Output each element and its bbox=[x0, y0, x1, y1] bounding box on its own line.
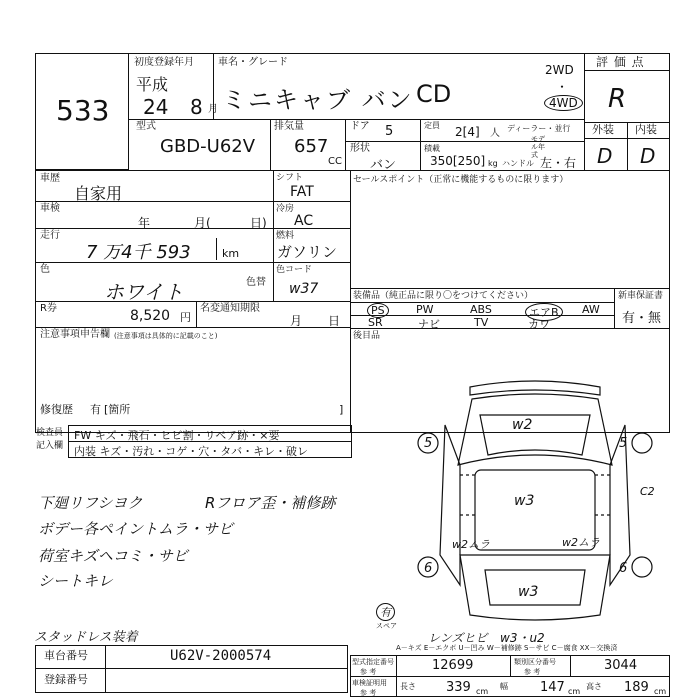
diagram-mark-w3-rear: w3 bbox=[518, 584, 539, 600]
name-change-month: 月 bbox=[290, 314, 303, 328]
diagram-mark-spare: 有 bbox=[376, 603, 395, 621]
history: 自家用 bbox=[74, 184, 123, 203]
divider bbox=[614, 288, 615, 328]
length-unit: cm bbox=[476, 687, 489, 696]
inspection-month: 月( bbox=[194, 216, 211, 230]
diagram-mark-c2: C2 bbox=[640, 485, 655, 498]
rear-seat-label: 後目品 bbox=[353, 331, 381, 341]
equip-navi: ナビ bbox=[418, 318, 440, 331]
drive-4wd: 4WD bbox=[544, 95, 583, 111]
diagram-mark-w3-roof: w3 bbox=[514, 493, 535, 509]
reg-month: 8 bbox=[190, 95, 203, 119]
color-no-label: 色替 bbox=[246, 277, 266, 288]
divider bbox=[105, 645, 106, 693]
capacity-unit: 人 bbox=[490, 128, 500, 139]
inspection-label: 車検 bbox=[40, 203, 60, 214]
divider bbox=[35, 301, 350, 302]
mileage: 7 万4千 593 bbox=[86, 242, 191, 263]
divider bbox=[35, 327, 350, 328]
exterior-grade: D bbox=[597, 144, 613, 168]
recycle-label: R券 bbox=[40, 303, 57, 314]
name-change-day: 日 bbox=[328, 314, 341, 328]
car-name: ミニキャブ バン bbox=[222, 86, 414, 114]
note-2: ボデー各ペイントムラ・サビ bbox=[38, 520, 234, 538]
load-label: 積載 bbox=[424, 144, 440, 153]
warranty: 有・無 bbox=[622, 311, 662, 326]
doors: 5 bbox=[385, 124, 394, 139]
interior-label: 内装 bbox=[635, 123, 657, 136]
spare-label: スペア bbox=[376, 622, 397, 630]
inspector-label-2: 記入欄 bbox=[36, 441, 64, 451]
score-label: 評 価 点 bbox=[596, 55, 645, 69]
diagram-bottom-note: レンズヒビ bbox=[428, 631, 488, 645]
displacement-label: 排気量 bbox=[274, 121, 304, 132]
reg-year: 24 bbox=[143, 95, 169, 119]
body: バン bbox=[370, 158, 397, 173]
equip-abs: ABS bbox=[470, 303, 492, 316]
km-unit: km bbox=[222, 247, 240, 260]
width-value: 147 bbox=[540, 680, 565, 695]
history-label: 車歴 bbox=[40, 173, 60, 184]
divider bbox=[216, 238, 217, 260]
damage-legend: A－キズ E－エクボ U－凹み W－補修跡 S－サビ C－腐食 XX－交換済 bbox=[396, 644, 618, 652]
equip-tv: TV bbox=[474, 316, 489, 329]
equip-pw: PW bbox=[416, 303, 434, 316]
height-label: 高さ bbox=[586, 682, 602, 691]
displacement: 657 bbox=[294, 136, 329, 157]
car-name-label: 車名・グレード bbox=[218, 57, 288, 68]
diagram-mark-5-left: 5 bbox=[424, 436, 433, 451]
first-reg-label: 初度登録年月 bbox=[134, 57, 194, 68]
load: 350[250] bbox=[430, 154, 486, 168]
divider bbox=[350, 328, 670, 329]
cc-unit: CC bbox=[328, 156, 342, 167]
note-3: 荷室キズヘコミ・サビ bbox=[38, 547, 188, 565]
recycle: 8,520 bbox=[130, 308, 171, 324]
diagram-mark-6-right: 6 bbox=[619, 561, 628, 576]
cert-sub: 参 考 bbox=[360, 689, 377, 697]
yen-unit: 円 bbox=[180, 311, 191, 324]
divider bbox=[35, 668, 348, 669]
class-sub: 参 考 bbox=[524, 668, 541, 676]
diagram-mark-w2: w2 bbox=[512, 417, 533, 433]
color-label: 色 bbox=[40, 264, 50, 275]
dealer-label: ディーラー・並行 bbox=[507, 124, 571, 133]
name-change-label: 名変通知期限 bbox=[200, 303, 260, 314]
divider bbox=[196, 301, 197, 327]
reg-number-label: 登録番号 bbox=[44, 673, 88, 686]
score-value: R bbox=[608, 84, 627, 114]
divider bbox=[396, 655, 397, 697]
diagram-mark-6-left: 6 bbox=[424, 561, 433, 576]
shift-label: シフト bbox=[276, 173, 304, 183]
model-year-label: モデル年式 bbox=[531, 135, 545, 159]
height-value: 189 bbox=[624, 680, 649, 695]
ac: AC bbox=[294, 213, 314, 229]
inspector-row-2: 内装 キズ・汚れ・コゲ・穴・タバ・キレ・破レ bbox=[74, 445, 309, 458]
equipment-label: 装備品（純正品に限り〇をつけてください） bbox=[353, 291, 534, 301]
length-label: 長さ bbox=[400, 682, 416, 691]
divider bbox=[129, 119, 584, 120]
sales-point-label: セールスポイント（正常に機能するものに限ります） bbox=[353, 175, 569, 185]
drive-dot: ・ bbox=[556, 80, 569, 94]
exterior-label: 外装 bbox=[592, 123, 614, 136]
divider bbox=[627, 122, 628, 170]
warranty-label: 新車保証書 bbox=[618, 291, 664, 301]
body-label: 形状 bbox=[350, 143, 370, 154]
divider bbox=[213, 53, 214, 119]
interior-grade: D bbox=[640, 144, 656, 168]
lot-number: 533 bbox=[56, 94, 110, 127]
inspector-row-1: FW キズ・飛石・ヒビ割・リペア跡・×要 bbox=[74, 429, 280, 442]
repair-label: 修復歴 bbox=[40, 403, 73, 416]
width-label: 幅 bbox=[500, 682, 508, 691]
handle-label: ハンドル bbox=[502, 159, 534, 168]
length-value: 339 bbox=[446, 680, 471, 695]
fuel: ガソリン bbox=[277, 243, 338, 261]
fuel-label: 燃料 bbox=[276, 231, 295, 241]
diagram-bottom-marks: w3・u2 bbox=[500, 631, 545, 645]
cert-label: 車検証明用 bbox=[352, 679, 387, 687]
color: ホワイト bbox=[104, 280, 184, 304]
equip-airbag: エアB bbox=[525, 303, 563, 321]
model-label: 型式 bbox=[136, 121, 156, 132]
kg-unit: kg bbox=[488, 159, 498, 168]
equip-leather: カワ bbox=[528, 318, 550, 331]
capacity: 2[4] bbox=[455, 125, 480, 139]
equip-sr: SR bbox=[368, 316, 383, 329]
divider bbox=[420, 141, 421, 170]
diagram-mark-w2-right: w2ムラ bbox=[562, 536, 600, 549]
color-code: w37 bbox=[289, 281, 319, 297]
doors-label: ドア bbox=[350, 121, 370, 132]
width-unit: cm bbox=[568, 687, 581, 696]
notes-sub: (注意事項は具体的に記載のこと) bbox=[114, 332, 218, 340]
divider bbox=[345, 119, 346, 170]
repair-box: [箇所 bbox=[104, 403, 131, 416]
vehicle-diagram bbox=[400, 375, 670, 645]
divider bbox=[35, 201, 350, 202]
handle: 左・右 bbox=[540, 156, 577, 170]
note-1: 下廻リフシヨク bbox=[38, 494, 143, 512]
repair-value: 有 bbox=[90, 403, 101, 416]
divider bbox=[420, 119, 421, 141]
divider bbox=[350, 288, 670, 289]
notes-label: 注意事項申告欄 bbox=[40, 329, 110, 340]
equip-ps: PS bbox=[367, 303, 389, 318]
note-4: シートキレ bbox=[38, 572, 113, 590]
type-cert-number: 12699 bbox=[432, 658, 474, 673]
type-cert-sub: 参 考 bbox=[360, 668, 377, 676]
color-code-label: 色コード bbox=[276, 265, 313, 275]
repair-end: ] bbox=[339, 403, 344, 416]
ac-label: 冷房 bbox=[276, 204, 295, 214]
mileage-label: 走行 bbox=[40, 230, 60, 241]
divider bbox=[350, 676, 670, 677]
note-right: Rフロア歪・補修跡 bbox=[205, 494, 336, 512]
divider bbox=[345, 141, 584, 142]
divider bbox=[270, 119, 271, 170]
inspection-year: 年 bbox=[138, 216, 151, 230]
era: 平成 bbox=[136, 75, 169, 94]
reg-month-unit: 月 bbox=[208, 104, 218, 115]
class-label: 類別区分番号 bbox=[514, 658, 556, 666]
equip-aw: AW bbox=[582, 303, 600, 316]
class-number: 3044 bbox=[604, 658, 638, 673]
model: GBD-U62V bbox=[160, 136, 256, 157]
divider bbox=[510, 655, 511, 676]
divider bbox=[584, 70, 670, 71]
diagram-mark-w2-left: w2ムラ bbox=[452, 538, 490, 551]
studless-note: スタッドレス装着 bbox=[34, 630, 138, 645]
inspector-label-1: 検査員 bbox=[36, 428, 64, 438]
type-cert-label: 型式指定番号 bbox=[352, 658, 394, 666]
divider bbox=[570, 655, 571, 676]
shift: FAT bbox=[290, 184, 314, 200]
divider bbox=[273, 170, 274, 301]
inspection-day: 日) bbox=[250, 216, 267, 230]
divider bbox=[35, 262, 350, 263]
drive-2wd: 2WD bbox=[545, 63, 574, 77]
height-unit: cm bbox=[654, 687, 667, 696]
grade: CD bbox=[416, 80, 452, 108]
chassis-number: U62V-2000574 bbox=[170, 648, 272, 664]
divider bbox=[35, 170, 670, 171]
divider bbox=[584, 138, 670, 139]
diagram-mark-5-right: 5 bbox=[619, 436, 628, 451]
chassis-label: 車台番号 bbox=[44, 649, 88, 662]
capacity-label: 定員 bbox=[424, 121, 440, 130]
